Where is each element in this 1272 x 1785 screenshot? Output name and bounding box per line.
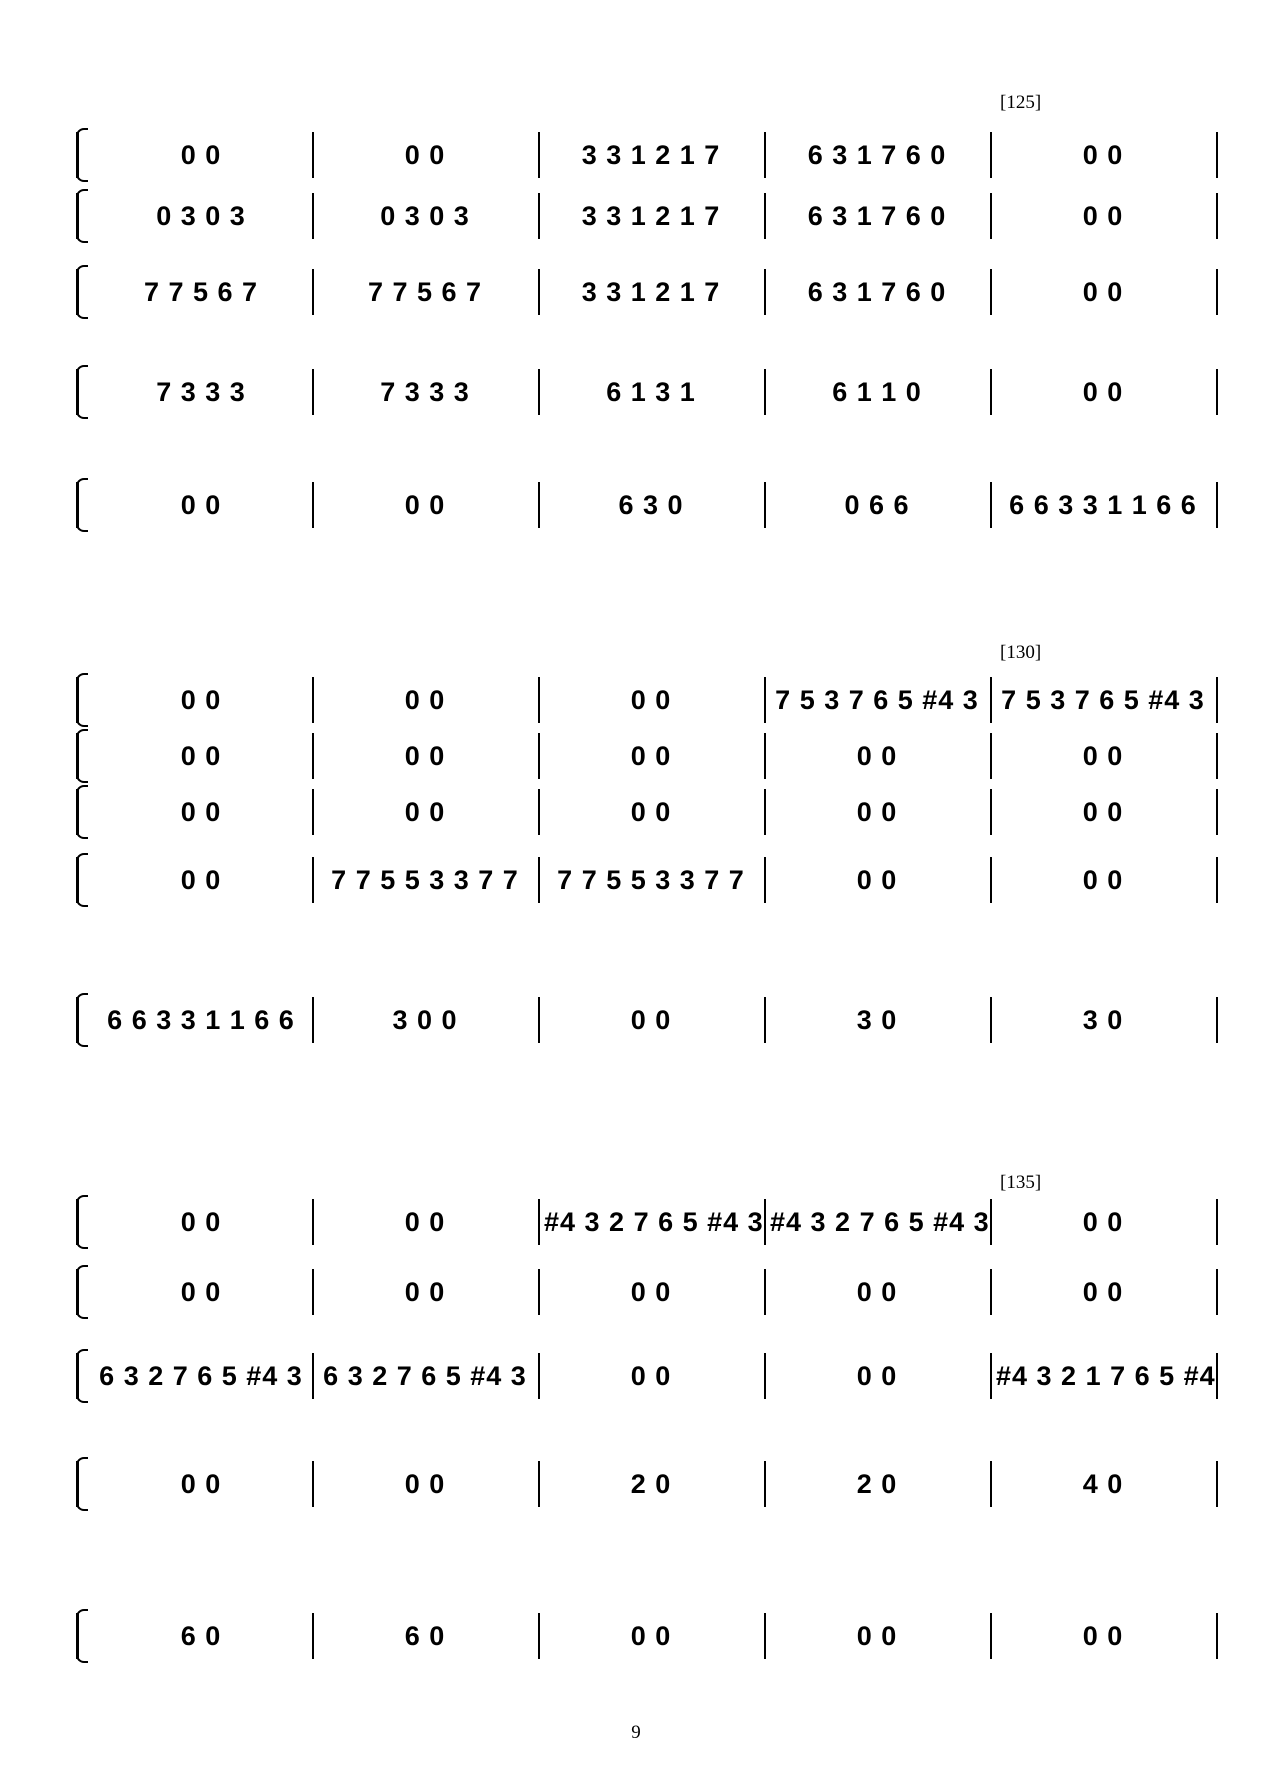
barline xyxy=(1216,857,1218,903)
staff-brace xyxy=(76,1613,93,1659)
measure: 0 0 xyxy=(1082,1620,1124,1651)
measure: 0 0 xyxy=(1082,200,1124,231)
measure: 0 0 xyxy=(856,1360,898,1391)
rehearsal-mark-125: [125] xyxy=(1000,92,1042,113)
measure: 0 0 xyxy=(1082,864,1124,895)
barline xyxy=(990,789,992,835)
measure: 2 0 xyxy=(856,1468,898,1499)
barline xyxy=(990,132,992,178)
barline xyxy=(312,789,314,835)
barline xyxy=(764,1269,766,1315)
measure: 6 3 2 7 6 5 #4 3 xyxy=(99,1360,303,1391)
barline xyxy=(312,997,314,1043)
barline xyxy=(1216,132,1218,178)
measure: 6 3 1 7 6 0 xyxy=(807,276,947,307)
measure: 6 3 1 7 6 0 xyxy=(807,200,947,231)
barline xyxy=(764,1353,766,1399)
measure: 3 0 xyxy=(856,1004,898,1035)
barline xyxy=(538,677,540,723)
barline xyxy=(538,789,540,835)
barline xyxy=(538,1613,540,1659)
barline xyxy=(764,132,766,178)
barline xyxy=(538,482,540,528)
barline xyxy=(764,677,766,723)
measure: 0 0 xyxy=(180,1206,222,1237)
measure: 6 3 0 xyxy=(618,489,684,520)
measure: 0 0 xyxy=(856,796,898,827)
barline xyxy=(990,1613,992,1659)
measure: 0 3 0 3 xyxy=(156,200,246,231)
measure: 0 0 xyxy=(404,1276,446,1307)
staff-brace xyxy=(76,997,93,1043)
measure: 3 3 1 2 1 7 xyxy=(581,139,721,170)
measure: 0 0 xyxy=(404,740,446,771)
measure: 7 7 5 6 7 xyxy=(367,276,483,307)
barline xyxy=(764,269,766,315)
barline xyxy=(990,1199,992,1245)
barline xyxy=(1216,733,1218,779)
barline xyxy=(1216,369,1218,415)
measure: 7 5 3 7 6 5 #4 3 xyxy=(775,684,979,715)
barline xyxy=(764,482,766,528)
measure: 0 0 xyxy=(856,1276,898,1307)
measure: #4 3 2 1 7 6 5 #4 xyxy=(996,1360,1216,1391)
measure: 0 0 xyxy=(180,1276,222,1307)
measure: 0 0 xyxy=(404,139,446,170)
barline xyxy=(764,1613,766,1659)
barline xyxy=(312,269,314,315)
measure: 0 0 xyxy=(180,139,222,170)
barline xyxy=(312,369,314,415)
staff-brace xyxy=(76,269,93,315)
barline xyxy=(312,677,314,723)
measure: 6 1 1 0 xyxy=(832,376,922,407)
barline xyxy=(312,132,314,178)
measure: 0 0 xyxy=(180,740,222,771)
barline xyxy=(538,1269,540,1315)
page-number: 9 xyxy=(631,1722,641,1743)
measure: 0 0 xyxy=(630,740,672,771)
barline xyxy=(990,1353,992,1399)
measure: 6 0 xyxy=(404,1620,446,1651)
barline xyxy=(764,733,766,779)
staff-brace xyxy=(76,789,93,835)
measure: 7 3 3 3 xyxy=(380,376,470,407)
measure: 0 0 xyxy=(404,489,446,520)
measure: 6 6 3 3 1 1 6 6 xyxy=(1009,489,1197,520)
barline xyxy=(1216,677,1218,723)
barline xyxy=(990,193,992,239)
measure: 0 0 xyxy=(1082,796,1124,827)
barline xyxy=(538,269,540,315)
measure: 0 0 xyxy=(856,864,898,895)
barline xyxy=(764,193,766,239)
barline xyxy=(1216,1353,1218,1399)
measure: 0 0 xyxy=(1082,1206,1124,1237)
barline xyxy=(312,1461,314,1507)
measure: 2 0 xyxy=(630,1468,672,1499)
measure: 7 5 3 7 6 5 #4 3 xyxy=(1001,684,1205,715)
barline xyxy=(1216,1199,1218,1245)
staff-brace xyxy=(76,1269,93,1315)
barline xyxy=(990,857,992,903)
barline xyxy=(990,997,992,1043)
barline xyxy=(538,132,540,178)
barline xyxy=(764,857,766,903)
barline xyxy=(990,733,992,779)
measure: 7 7 5 5 3 3 7 7 xyxy=(331,864,519,895)
measure: 0 0 xyxy=(1082,1276,1124,1307)
barline xyxy=(312,733,314,779)
measure: 0 0 xyxy=(1082,139,1124,170)
barline xyxy=(1216,269,1218,315)
measure: 7 7 5 6 7 xyxy=(143,276,259,307)
barline xyxy=(1216,789,1218,835)
measure: 3 3 1 2 1 7 xyxy=(581,276,721,307)
barline xyxy=(1216,482,1218,528)
measure: 0 0 xyxy=(630,1004,672,1035)
staff-brace xyxy=(76,1353,93,1399)
barline xyxy=(538,1199,540,1245)
barline xyxy=(538,1353,540,1399)
measure: 3 0 0 xyxy=(392,1004,458,1035)
measure: 0 0 xyxy=(180,1468,222,1499)
barline xyxy=(312,1269,314,1315)
measure: 6 3 1 7 6 0 xyxy=(807,139,947,170)
barline xyxy=(1216,1461,1218,1507)
barline xyxy=(990,269,992,315)
staff-brace xyxy=(76,369,93,415)
measure: 7 7 5 5 3 3 7 7 xyxy=(557,864,745,895)
measure: 6 1 3 1 xyxy=(606,376,696,407)
measure: 0 0 xyxy=(856,740,898,771)
barline xyxy=(312,193,314,239)
barline xyxy=(538,733,540,779)
measure: 0 0 xyxy=(1082,376,1124,407)
staff-brace xyxy=(76,193,93,239)
measure: 7 3 3 3 xyxy=(156,376,246,407)
barline xyxy=(990,369,992,415)
barline xyxy=(538,1461,540,1507)
measure: 0 0 xyxy=(180,796,222,827)
barline xyxy=(990,482,992,528)
barline xyxy=(1216,1269,1218,1315)
barline xyxy=(538,369,540,415)
measure: 0 0 xyxy=(1082,740,1124,771)
barline xyxy=(538,997,540,1043)
barline xyxy=(312,1199,314,1245)
barline xyxy=(1216,1613,1218,1659)
barline xyxy=(538,857,540,903)
measure: 0 0 xyxy=(630,684,672,715)
barline xyxy=(990,1461,992,1507)
rehearsal-mark-130: [130] xyxy=(1000,642,1042,663)
measure: 0 0 xyxy=(180,489,222,520)
measure: 0 0 xyxy=(1082,276,1124,307)
barline xyxy=(1216,193,1218,239)
measure: 0 0 xyxy=(630,1620,672,1651)
measure: 6 3 2 7 6 5 #4 3 xyxy=(323,1360,527,1391)
staff-brace xyxy=(76,1461,93,1507)
measure: 4 0 xyxy=(1082,1468,1124,1499)
barline xyxy=(990,677,992,723)
measure: 0 0 xyxy=(404,796,446,827)
barline xyxy=(1216,997,1218,1043)
barline xyxy=(764,997,766,1043)
measure: #4 3 2 7 6 5 #4 3 xyxy=(770,1206,990,1237)
measure: 0 0 xyxy=(180,864,222,895)
measure: 0 0 xyxy=(180,684,222,715)
measure: 0 0 xyxy=(404,1206,446,1237)
barline xyxy=(312,857,314,903)
barline xyxy=(764,1199,766,1245)
barline xyxy=(764,789,766,835)
staff-brace xyxy=(76,857,93,903)
measure: #4 3 2 7 6 5 #4 3 xyxy=(544,1206,764,1237)
measure: 0 6 6 xyxy=(844,489,910,520)
measure: 3 0 xyxy=(1082,1004,1124,1035)
barline xyxy=(538,193,540,239)
staff-brace xyxy=(76,482,93,528)
measure: 0 0 xyxy=(404,684,446,715)
barline xyxy=(990,1269,992,1315)
rehearsal-mark-135: [135] xyxy=(1000,1172,1042,1193)
staff-brace xyxy=(76,132,93,178)
barline xyxy=(312,1613,314,1659)
barline xyxy=(312,1353,314,1399)
barline xyxy=(764,1461,766,1507)
measure: 0 0 xyxy=(630,796,672,827)
measure: 0 3 0 3 xyxy=(380,200,470,231)
measure: 0 0 xyxy=(404,1468,446,1499)
barline xyxy=(764,369,766,415)
measure: 0 0 xyxy=(630,1360,672,1391)
measure: 0 0 xyxy=(630,1276,672,1307)
staff-brace xyxy=(76,733,93,779)
staff-brace xyxy=(76,677,93,723)
measure: 0 0 xyxy=(856,1620,898,1651)
staff-brace xyxy=(76,1199,93,1245)
measure: 6 6 3 3 1 1 6 6 xyxy=(107,1004,295,1035)
measure: 6 0 xyxy=(180,1620,222,1651)
measure: 3 3 1 2 1 7 xyxy=(581,200,721,231)
barline xyxy=(312,482,314,528)
